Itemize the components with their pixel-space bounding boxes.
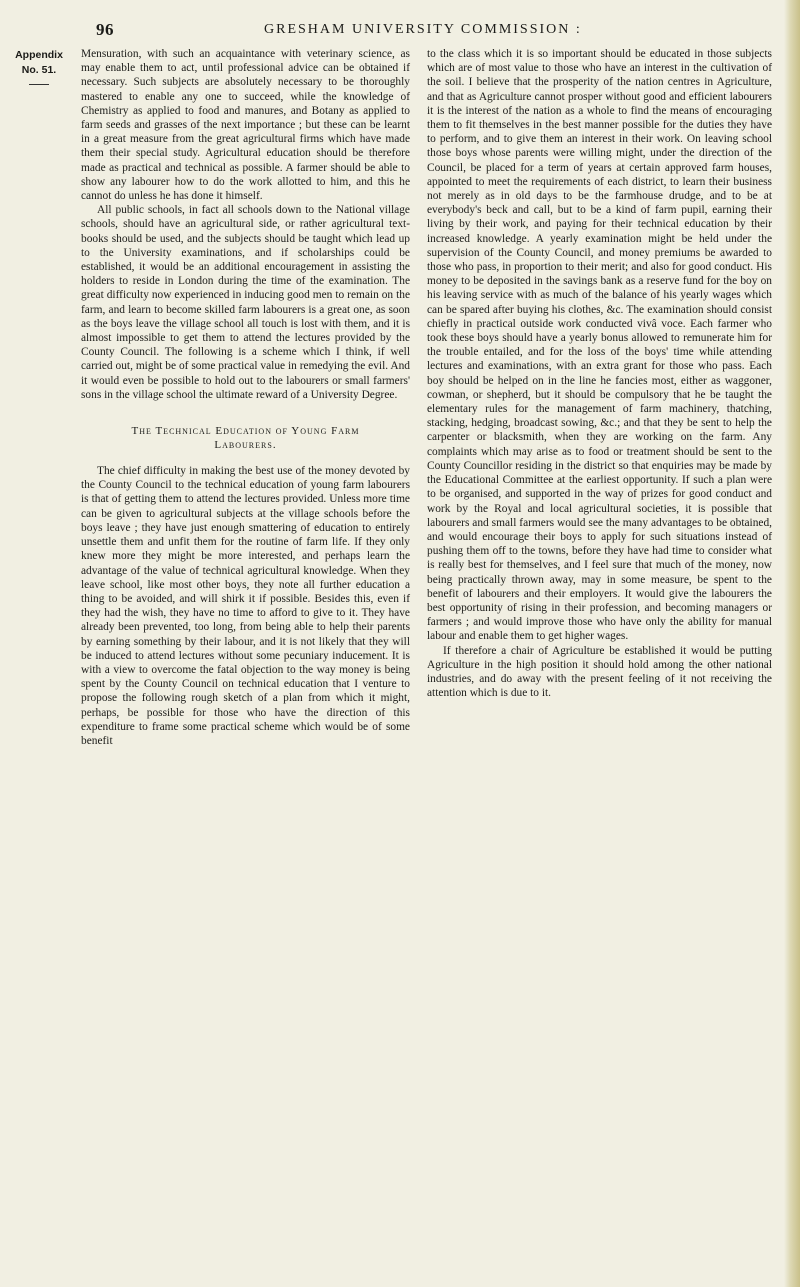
left-column: [81, 47, 410, 748]
margin-note: [8, 48, 70, 85]
section-heading-line: The Technical Education of Young Farm: [131, 425, 360, 438]
section-heading-line: Labourers.: [214, 439, 277, 452]
paragraph: Mensuration, with such an acquaintance with veterinary science, as may enable them to act, until professional advice can be obtained if necessary. Such subjects are absolutely necessary to be thoroughly mastered to enable any one to succeed, while the knowledge of Chemistry as applied to food and manures, and Botany as applied to farm seeds and grasses of the next importance ; but these can be learnt in a great measure from the great agricultural firms which have made them their special study. Agricultural education should be therefore made as practical and technical as possible. A farmer should be able to show any labourer how to do the work allotted to him, and this he cannot do unless he has done it himself.: [81, 48, 410, 203]
running-head: GRESHAM UNIVERSITY COMMISSION :: [264, 22, 582, 37]
right-column: [427, 47, 772, 700]
margin-rule: [29, 84, 49, 85]
page-header: [0, 20, 800, 42]
paragraph: If therefore a chair of Agriculture be established it would be putting Agriculture in the high position it should hold among the other national industries, and do away with the present feeling of it not receiving the attention which is due to it.: [427, 644, 772, 700]
page-number: 96: [96, 20, 114, 39]
appendix-number: No. 51.: [21, 64, 57, 76]
paragraph: The chief difficulty in making the best use of the money devoted by the County Council to the technical education of young farm labourers is that of getting them to attend the lectures provided. Unless more time can be given to agricultural subjects at the village schools before the boys leave ; they have just enough smattering of education to entirely unsettle them and unfit them for the routine of farm life. If they only knew more they might be more interested, and perhaps learn the advantage of the value of technical agricultural knowledge. When they leave school, like most other boys, they note all further education a thing to be avoided, and will shirk it if possible. Besides this, even if they had the wish, they have no time to afford to give to it. They have already been prevented, too long, from being able to help their parents by earning something by their labour, and it is not likely that they will be induced to attend lectures without some pecuniary inducement. It is with a view to overcome the fatal objection to the way money is being spent by the County Council on technical education that I venture to propose the following rough sketch of a plan from which it might, perhaps, be possible for those who have the direction of this expenditure to frame some practical scheme which would be of some benefit: [81, 465, 410, 747]
page-edge-shadow: [784, 0, 800, 1287]
paragraph: All public schools, in fact all schools down to the National village schools, should have an agricultural side, or rather agricultural text-books should be used, and the subjects should be taught which lead up to the University examinations, and if scholarships could be established, it would be an additional encouragement in assisting the holders to reside in London during the time of the examination. The great difficulty now experienced in inducing good men to remain on the farm, and learn to become skilled farm labourers is a great one, as soon as the boys leave the village school all touch is lost with them, and it is almost impossible to get them to attend the lectures provided by the County Council. The following is a scheme which I think, if well carried out, might be of some practical value in remedying the evil. And it would even be possible to hold out to the labourers or small farmers' sons in the village school the ultimate reward of a University Degree.: [81, 204, 410, 401]
paragraph: to the class which it is so important should be educated in those subjects which are of most value to those who have an interest in the cultivation of the soil. I believe that the prosperity of the nation centres in Agriculture, and that as Agriculture cannot prosper without good and efficient labourers it is the interest of the nation as a whole to find the means of encouraging them to fit themselves in the best manner possible for the duties they have to perform, and to give them an interest in their work. On leaving school those boys whose parents were willing might, under the direction of the Council, be placed for a term of years at certain approved farm houses, appointed to meet the requirements of each district, to learn their business not merely as in old days to be the farmhouse drudge, and to be at everybody's beck and call, but to be a kind of farm pupil, earning their living by their work, and paying for their technical education by their increased knowledge. A yearly examination might be held under the supervision of the County Council, and money premiums be awarded to those who pass, in proportion to their merit; and also for good conduct. His money to be deposited in the savings bank as a reserve fund for the boy on his leaving service with as much of the balance of his yearly wages which can be spared after buying his clothes, &c. The examination should consist chiefly in practical outside work conducted vivâ voce. Each farmer who took these boys should have a yearly bonus allowed to remunerate him for the trouble entailed, and for the loss of the boys' time while attending lectures and examinations, with an extra grant for those who pass. Each boy should be helped on in the line he fancies most, either as waggoner, cowman, or shepherd, but it should be compulsory that he be taught the elementary rules for the management of farm machinery, thatching, stacking, hedging, broadcast sowing, &c.; and that they be sent to help the carpenter or blacksmith, when they are working on the farm. Any complaints which may arise as to food or treatment should be sent to the County Councillor residing in the district so that enquiries may be made by the Educational Committee at the earliest opportunity. If such a plan were to be organised, and supported in the way of prizes for good conduct and work by the Royal and local agricultural societies, it is possible that labourers and small farmers would see the many advantages to be obtained, and would encourage their boys to apply for such situations instead of pushing them off to the towns, before they have had time to consider what is really best for themselves, and I feel sure that much of the money, now being practically thrown away, may in some measure, be spent to the benefit of labourers and their employers. It would give the labourers the best opportunity of rising in their profession, and becoming managers or farmers ; and would improve those who have only the ability for manual labour and enable them to get higher wages.: [427, 48, 772, 643]
appendix-label: Appendix: [15, 49, 63, 61]
section-heading: [81, 424, 410, 452]
